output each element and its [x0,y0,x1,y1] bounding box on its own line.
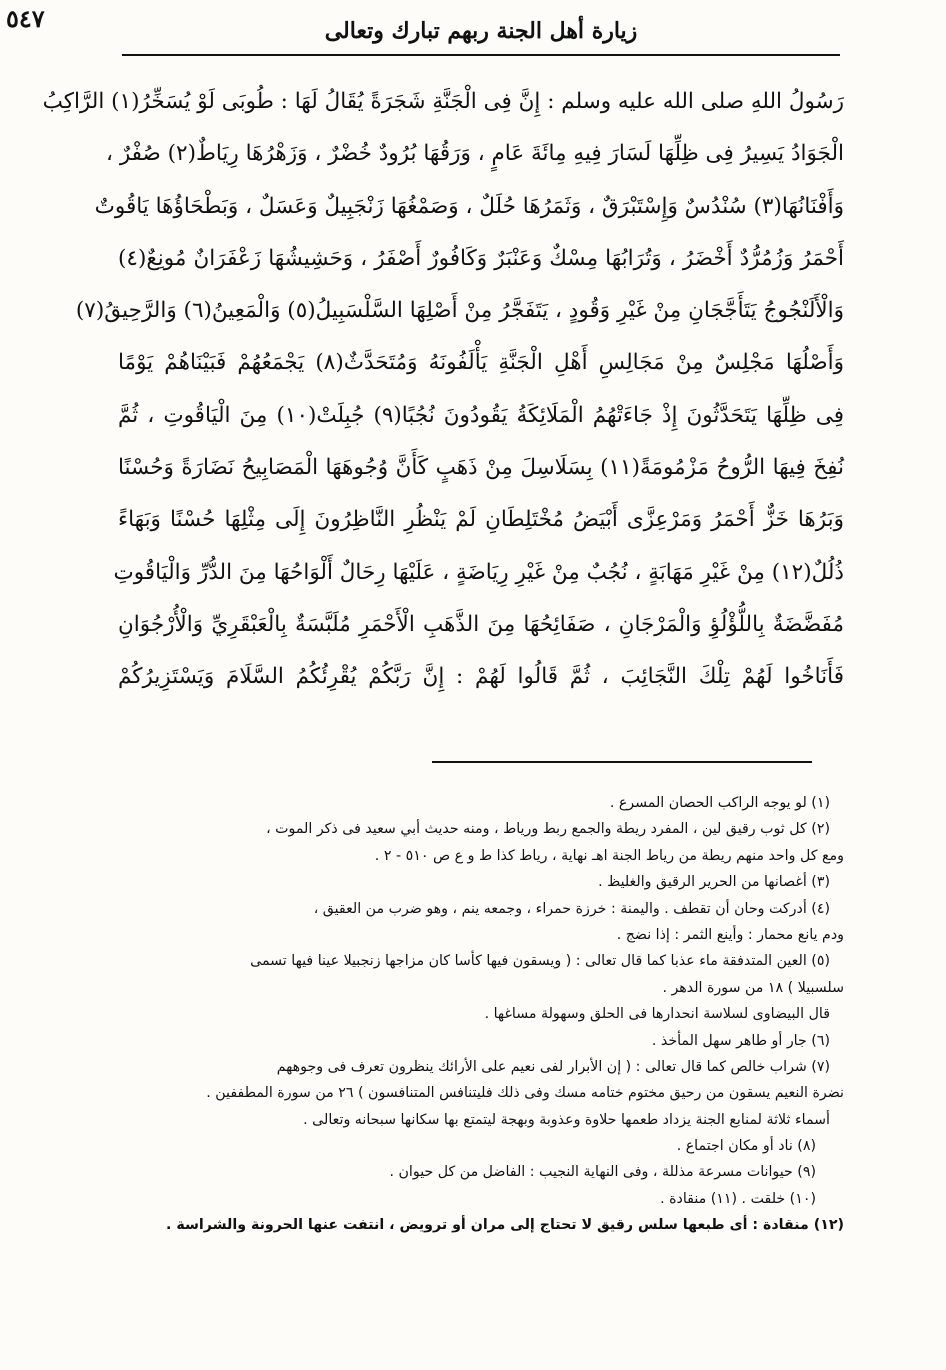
text-line: وَبَرُهَا خَزٌّ أَحْمَرُ وَمَرْعِزَّى أَبْيَضُ مُخْتَلِطَانِ لَمْ يَنْظُرِ النَّاظِرُونَ إِلَى مِثْلِهَا حُسْنًا وَبَهَاءً [118,507,844,533]
footnote-7-continued: نضرة النعيم يسقون من رحيق مختوم ختامه مسك وفى ذلك فليتنافس المتنافسون ) ٢٦ من سورة المطففين . [206,1085,844,1102]
running-header [122,8,840,56]
page-number: ٥٤٧ [6,4,45,33]
footnote-12: (١٢) منقادة : أى طبعها سلس رقيق لا تحتاج إلى مران أو ترويض ، انتفت عنها الحرونة والشراسة . [166,1217,844,1234]
text-line: فِى ظِلِّهَا يَتَحَدَّثُونَ إِذْ جَاءَتْهُمُ الْمَلَائِكَةُ يَقُودُونَ نُجُبًا(٩) جُبِلَتْ(١٠) مِنَ الْيَاقُوتِ ، ثُمَّ [118,402,845,428]
footnote-6: (٦) جار أو طاهر سهل المأخذ . [651,1032,830,1049]
footnote-10-11: (١٠) خلقت . (١١) منقادة . [660,1190,816,1207]
text-line: رَسُولُ اللهِ صلى الله عليه وسلم : إِنَّ فِى الْجَنَّةِ شَجَرَةً يُقَالُ لَهَا : طُوبَى لَوْ يُسَخِّرُ(١) الرَّاكِبُ [42,89,844,114]
footnote-5-note: قال البيضاوى لسلاسة انحدارها فى الحلق وسهولة مساغها . [484,1006,830,1023]
text-line: مُفَضَّضَةٌ بِاللُّؤْلُؤِ وَالْمَرْجَانِ ، صَفَائِحُهَا مِنَ الذَّهَبِ الْأَحْمَرِ مُلَبَّسَةٌ بِالْعَبْقَرِيِّ وَالْأُرْجُوَانِ [118,611,844,637]
footnotes [118,790,844,1239]
footnote-1: (١) لو يوجه الراكب الحصان المسرع . [609,795,830,811]
footnote-3: (٣) أغصانها من الحرير الرقيق والغليظ . [598,874,830,891]
header-title: زيارة أهل الجنة ربهم تبارك وتعالى [324,18,638,44]
footnote-4-continued: ودم يانع محمار : وأينع الثمر : إذا نضج . [616,926,844,943]
text-line: وَأَفْنَانُهَا(٣) سُنْدُسٌ وَإِسْتَبْرَقٌ ، وَثَمَرُهَا حُلَلٌ ، وَصَمْغُهَا زَنْجَبِيلٌ وَعَسَلٌ ، وَبَطْحَاؤُهَا يَاقُوتٌ [94,193,844,219]
footnote-7-note: أسماء ثلاثة لمنابع الجنة يزداد طعمها حلاوة وعذوبة وبهجة ليتمتع بها سكانها سبحانه وتعالى . [303,1111,830,1128]
footnote-separator [432,761,812,763]
text-line: الْجَوَادُ يَسِيرُ فِى ظِلِّهَا لَسَارَ فِيهِ مِائَةَ عَامٍ ، وَرَقُهَا بُرُودٌ خُضْرٌ ، وَزَهْرُهَا رِيَاطٌ(٢) صُفْرٌ ، [106,141,844,167]
text-line: أَحْمَرُ وَزُمُرُّدٌ أَخْضَرُ ، وَتُرَابُهَا مِسْكٌ وَعَنْبَرٌ وَكَافُورٌ أَصْفَرُ ، وَحَشِيشُهَا زَعْفَرَانٌ مُونِعٌ(٤) [118,245,844,271]
text-line: فَأَنَاخُوا لَهُمْ تِلْكَ النَّجَائِبَ ، ثُمَّ قَالُوا لَهُمْ : إِنَّ رَبَّكُمْ يُقْرِئُكُمُ السَّلَامَ وَيَسْتَزِيرُكُمْ [118,664,844,690]
footnote-4: (٤) أدركت وحان أن تقطف . واليمنة : خرزة حمراء ، وجمعه ينم ، وهو ضرب من العقيق ، [313,900,830,917]
footnote-2: (٢) كل ثوب رقيق لين ، المفرد ريطة والجمع ربط ورياط ، ومنه حديث أبي سعيد فى ذكر الموت ، [266,821,830,838]
footnote-7: (٧) شراب خالص كما قال تعالى : ( إن الأبرار لفى نعيم على الأرائك ينظرون تعرف فى وجوههم [276,1058,830,1075]
text-line: وَأَصْلُهَا مَجْلِسٌ مِنْ مَجَالِسِ أَهْلِ الْجَنَّةِ يَأْلَفُونَهُ وَمُتَحَدَّثٌ(٨) يَجْمَعُهُمْ فَبَيْنَاهُمْ يَوْمًا [118,350,845,376]
main-text [42,76,845,704]
text-line: ذُلُلٌ(١٢) مِنْ غَيْرِ مَهَابَةٍ ، نُجُبٌ مِنْ غَيْرِ رِيَاضَةٍ ، عَلَيْهَا رِحَالٌ أَلْوَاحُهَا مِنَ الدُّرِّ وَالْيَاقُوتِ [113,559,844,585]
footnote-5: (٥) العين المتدفقة ماء عذبا كما قال تعالى : ( ويسقون فيها كأسا كان مزاجها زنجبيلا عينا فيها تسمى [250,953,830,970]
footnote-9: (٩) حيوانات مسرعة مذللة ، وفى النهاية النجيب : الفاضل من كل حيوان . [389,1164,816,1181]
footnote-2-continued: ومع كل واحد منهم ريطة من رياط الجنة اهـ نهاية ، رياط كذا ط و ع ص ٥١٠ - ٢ . [374,847,844,864]
footnote-8: (٨) ناد أو مكان اجتماع . [676,1138,816,1155]
text-line: نُفِخَ فِيهَا الرُّوحُ مَزْمُومَةً(١١) بِسَلَاسِلَ مِنْ ذَهَبٍ كَأَنَّ وُجُوهَهَا الْمَصَابِيحُ نَضَارَةً وَحُسْنًا [118,455,844,481]
text-line: وَالْأَلَنْجُوجُ يَتَأَجَّجَانِ مِنْ غَيْرِ وَقُودٍ ، يَتَفَجَّرُ مِنْ أَصْلِهَا السَّلْسَبِيلُ(٥) وَالْمَعِينُ(٦) وَالرَّحِيقُ(٧) [75,298,844,324]
footnote-5-continued: سلسبيلا ) ١٨ من سورة الدهر . [662,979,844,996]
